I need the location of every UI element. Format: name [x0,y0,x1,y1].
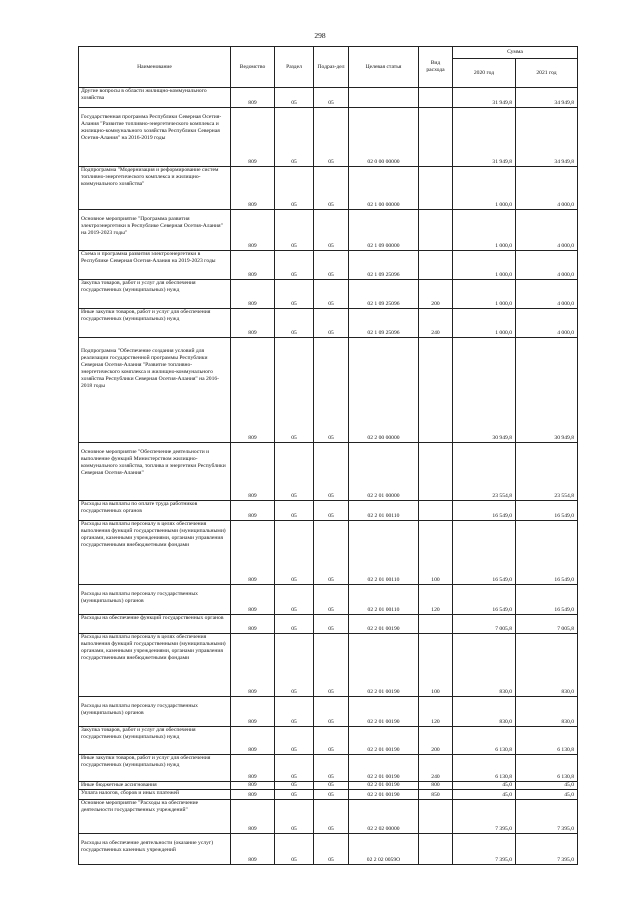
header-name: Наименование [79,47,231,88]
row-expense-type: 120 [419,585,453,615]
row-sum-2021: 7 005,8 [516,615,578,634]
row-sum-2020: 45,0 [453,782,516,790]
row-sum-2021: 4 000,0 [516,309,578,338]
row-razdel: 05 [275,251,314,280]
row-vedomstvo: 809 [231,443,275,501]
row-expense-type: 100 [419,521,453,585]
row-sum-2020: 1 000,0 [453,251,516,280]
row-name: Закупка товаров, работ и услуг для обеспечения государственных (муниципальных) нужд [79,280,231,309]
table-row [79,615,578,634]
row-sum-2021: 6 130,8 [516,727,578,755]
row-vedomstvo: 809 [231,634,275,697]
row-expense-type [419,615,453,634]
row-razdel: 05 [275,634,314,697]
row-name: Расходы на выплаты по оплате труда работников государственных органов [79,501,231,521]
row-razdel: 05 [275,88,314,108]
row-podrazdel: 05 [314,782,349,790]
row-name: Уплата налогов, сборов и иных платежей [79,790,231,800]
row-sum-2020: 830,0 [453,634,516,697]
row-razdel: 05 [275,782,314,790]
row-vedomstvo: 809 [231,167,275,210]
row-vedomstvo: 809 [231,615,275,634]
row-name: Иные бюджетные ассигнования [79,782,231,790]
row-podrazdel: 05 [314,585,349,615]
row-vedomstvo: 809 [231,834,275,865]
row-target-article: 02 1 00 00000 [349,167,419,210]
row-name: Иные закупки товаров, работ и услуг для обеспечения государственных (муниципальных) нужд [79,309,231,338]
row-sum-2020: 45,0 [453,790,516,800]
row-vedomstvo: 809 [231,280,275,309]
row-sum-2021: 16 549,0 [516,585,578,615]
row-razdel: 05 [275,338,314,443]
row-sum-2021: 4 000,0 [516,167,578,210]
table-row [79,210,578,251]
row-expense-type [419,88,453,108]
row-sum-2021: 34 949,8 [516,88,578,108]
table-row [79,443,578,501]
row-target-article: 02 2 01 00110 [349,521,419,585]
row-name: Расходы на выплаты персоналу государственных (муниципальных) органов [79,585,231,615]
header-razdel: Раздел [275,47,314,88]
row-sum-2021: 4 000,0 [516,280,578,309]
row-sum-2020: 1 000,0 [453,280,516,309]
row-expense-type [419,834,453,865]
row-podrazdel: 05 [314,443,349,501]
row-sum-2021: 6 130,8 [516,755,578,782]
row-vedomstvo: 809 [231,251,275,280]
table-row [79,800,578,834]
row-sum-2021: 7 395,0 [516,834,578,865]
row-vedomstvo: 809 [231,338,275,443]
row-razdel: 05 [275,755,314,782]
row-target-article: 02 2 01 00190 [349,790,419,800]
row-expense-type: 120 [419,697,453,727]
row-target-article: 02 2 01 00190 [349,615,419,634]
row-name: Основное мероприятие "Программа развития электроэнергетики в Республике Северная Осетия-Алания" на 2019-2023 годы" [79,210,231,251]
row-sum-2020: 23 554,8 [453,443,516,501]
row-sum-2020: 7 005,8 [453,615,516,634]
table-row [79,790,578,800]
table-row [79,755,578,782]
row-razdel: 05 [275,309,314,338]
table-row [79,697,578,727]
row-name: Расходы на выплаты персоналу в целях обеспечения выполнения функций государственными (муниципальными) органами, казенными учреждениями, органами управления государственными внебюджетными фондами [79,634,231,697]
table-row [79,501,578,521]
table-row [79,167,578,210]
row-name: Подпрограмма "Модернизация и реформирование систем топливно-энергетического комплекса и жилищно-коммунального хозяйства" [79,167,231,210]
row-target-article: 02 1 09 00000 [349,210,419,251]
table-row [79,309,578,338]
row-razdel: 05 [275,727,314,755]
row-vedomstvo: 809 [231,782,275,790]
row-vedomstvo: 809 [231,800,275,834]
row-target-article: 02 1 09 25096 [349,309,419,338]
row-razdel: 05 [275,697,314,727]
table-row [79,338,578,443]
row-razdel: 05 [275,280,314,309]
row-vedomstvo: 809 [231,501,275,521]
row-sum-2021: 45,0 [516,790,578,800]
row-sum-2020: 30 949,8 [453,338,516,443]
row-sum-2021: 7 395,0 [516,800,578,834]
row-razdel: 05 [275,108,314,167]
row-sum-2021: 16 549,0 [516,501,578,521]
row-name: Подпрограмма "Обеспечение создания условий для реализации государственной программы Республики Северная Осетия-Алания "Развитие топливно-энергетического комплекса и жилищно-коммунального хозяйства Республики Северная Осетия-Алания" на 2016-2018 годы [79,338,231,443]
header-summa: Сумма [453,47,578,59]
header-2020: 2020 год [453,59,516,88]
row-target-article: 02 2 01 00190 [349,755,419,782]
row-vedomstvo: 809 [231,585,275,615]
row-sum-2020: 31 949,8 [453,88,516,108]
row-target-article: 02 2 00 00000 [349,338,419,443]
row-name: Расходы на выплаты персоналу государственных (муниципальных) органов [79,697,231,727]
row-target-article: 02 2 01 00110 [349,585,419,615]
row-podrazdel: 05 [314,251,349,280]
row-target-article: 02 2 01 00190 [349,634,419,697]
row-razdel: 05 [275,790,314,800]
row-sum-2021: 4 000,0 [516,251,578,280]
row-expense-type [419,501,453,521]
table-row [79,108,578,167]
row-expense-type [419,251,453,280]
table-row [79,727,578,755]
row-vedomstvo: 809 [231,790,275,800]
budget-table [78,46,578,865]
header-podrazdel: Подраз-дел [314,47,349,88]
row-sum-2020: 1 000,0 [453,167,516,210]
row-expense-type: 850 [419,790,453,800]
row-sum-2020: 16 549,0 [453,501,516,521]
row-name: Расходы на обеспечение деятельности (оказание услуг) государственных казенных учреждений [79,834,231,865]
table-row [79,634,578,697]
table-row [79,280,578,309]
row-expense-type [419,338,453,443]
row-target-article: 02 2 02 00000 [349,800,419,834]
row-sum-2020: 7 395,0 [453,834,516,865]
row-razdel: 05 [275,800,314,834]
row-podrazdel: 05 [314,501,349,521]
row-target-article: 02 2 01 00190 [349,697,419,727]
header-2021: 2021 год [516,59,578,88]
row-sum-2020: 31 949,8 [453,108,516,167]
table-row [79,585,578,615]
row-expense-type [419,108,453,167]
row-razdel: 05 [275,443,314,501]
row-sum-2021: 30 949,8 [516,338,578,443]
row-sum-2021: 45,0 [516,782,578,790]
row-sum-2021: 830,0 [516,634,578,697]
row-sum-2020: 1 000,0 [453,210,516,251]
row-name: Схема и программа развития электроэнергетики в Республике Северная Осетия-Алания на 2019-2023 годы [79,251,231,280]
row-vedomstvo: 809 [231,108,275,167]
row-podrazdel: 05 [314,800,349,834]
row-razdel: 05 [275,585,314,615]
row-podrazdel: 05 [314,88,349,108]
row-sum-2020: 830,0 [453,697,516,727]
row-podrazdel: 05 [314,834,349,865]
row-sum-2020: 16 549,0 [453,521,516,585]
row-expense-type: 240 [419,755,453,782]
table-row [79,521,578,585]
row-name: Государственная программа Республики Северная Осетия-Алания "Развитие топливно-энергетического комплекса и жилищно-коммунального хозяйства Республики Северная Осетия-Алания" на 2016-2019 годы [79,108,231,167]
row-podrazdel: 05 [314,755,349,782]
row-razdel: 05 [275,615,314,634]
table-row [79,834,578,865]
row-podrazdel: 05 [314,727,349,755]
row-target-article: 02 0 00 00000 [349,108,419,167]
row-target-article: 02 2 02 0059О [349,834,419,865]
row-razdel: 05 [275,501,314,521]
row-podrazdel: 05 [314,309,349,338]
row-podrazdel: 05 [314,697,349,727]
row-vedomstvo: 809 [231,88,275,108]
row-sum-2020: 6 130,8 [453,755,516,782]
row-podrazdel: 05 [314,167,349,210]
row-target-article: 02 2 01 00110 [349,501,419,521]
row-podrazdel: 05 [314,634,349,697]
row-name: Иные закупки товаров, работ и услуг для обеспечения государственных (муниципальных) нужд [79,755,231,782]
row-expense-type [419,210,453,251]
header-expense-type: Вид расхода [419,47,453,88]
row-podrazdel: 05 [314,338,349,443]
row-podrazdel: 05 [314,790,349,800]
row-expense-type: 100 [419,634,453,697]
row-razdel: 05 [275,167,314,210]
row-podrazdel: 05 [314,280,349,309]
row-target-article: 02 1 09 25096 [349,251,419,280]
row-razdel: 05 [275,210,314,251]
row-razdel: 05 [275,834,314,865]
row-sum-2021: 16 549,0 [516,521,578,585]
row-sum-2021: 830,0 [516,697,578,727]
row-sum-2021: 4 000,0 [516,210,578,251]
row-razdel: 05 [275,521,314,585]
row-sum-2021: 23 554,8 [516,443,578,501]
row-expense-type [419,443,453,501]
row-vedomstvo: 809 [231,697,275,727]
table-row [79,251,578,280]
row-expense-type: 240 [419,309,453,338]
row-sum-2020: 7 395,0 [453,800,516,834]
row-target-article: 02 1 09 25096 [349,280,419,309]
page-number: 298 [314,31,326,40]
row-sum-2021: 34 949,8 [516,108,578,167]
row-vedomstvo: 809 [231,755,275,782]
header-target-article: Целевая статья [349,47,419,88]
row-expense-type: 800 [419,782,453,790]
row-target-article [349,88,419,108]
row-vedomstvo: 809 [231,727,275,755]
row-name: Расходы на выплаты персоналу в целях обеспечения выполнения функций государственными (муниципальными) органами, казенными учреждениями, органами управления государственными внебюджетными фондами [79,521,231,585]
row-vedomstvo: 809 [231,309,275,338]
row-podrazdel: 05 [314,615,349,634]
row-name: Другие вопросы в области жилищно-коммунального хозяйства [79,88,231,108]
table-row [79,782,578,790]
table-row [79,88,578,108]
row-podrazdel: 05 [314,108,349,167]
row-name: Расходы на обеспечение функций государственных органов [79,615,231,634]
row-sum-2020: 1 000,0 [453,309,516,338]
row-podrazdel: 05 [314,521,349,585]
row-vedomstvo: 809 [231,521,275,585]
row-expense-type: 200 [419,727,453,755]
row-name: Основное мероприятие "Обеспечение деятельности и выполнение функций Министерством жилищно-коммунального хозяйства, топлива и энергетики Республики Северная Осетия-Алания" [79,443,231,501]
row-name: Основное мероприятие "Расходы на обеспечение деятельности государственных учреждений" [79,800,231,834]
row-expense-type: 200 [419,280,453,309]
row-sum-2020: 6 130,8 [453,727,516,755]
row-target-article: 02 2 01 00000 [349,443,419,501]
row-name: Закупка товаров, работ и услуг для обеспечения государственных (муниципальных) нужд [79,727,231,755]
row-vedomstvo: 809 [231,210,275,251]
header-vedomstvo: Ведомство [231,47,275,88]
row-expense-type [419,167,453,210]
row-target-article: 02 2 01 00190 [349,727,419,755]
row-expense-type [419,800,453,834]
row-sum-2020: 16 549,0 [453,585,516,615]
row-target-article: 02 2 01 00190 [349,782,419,790]
row-podrazdel: 05 [314,210,349,251]
